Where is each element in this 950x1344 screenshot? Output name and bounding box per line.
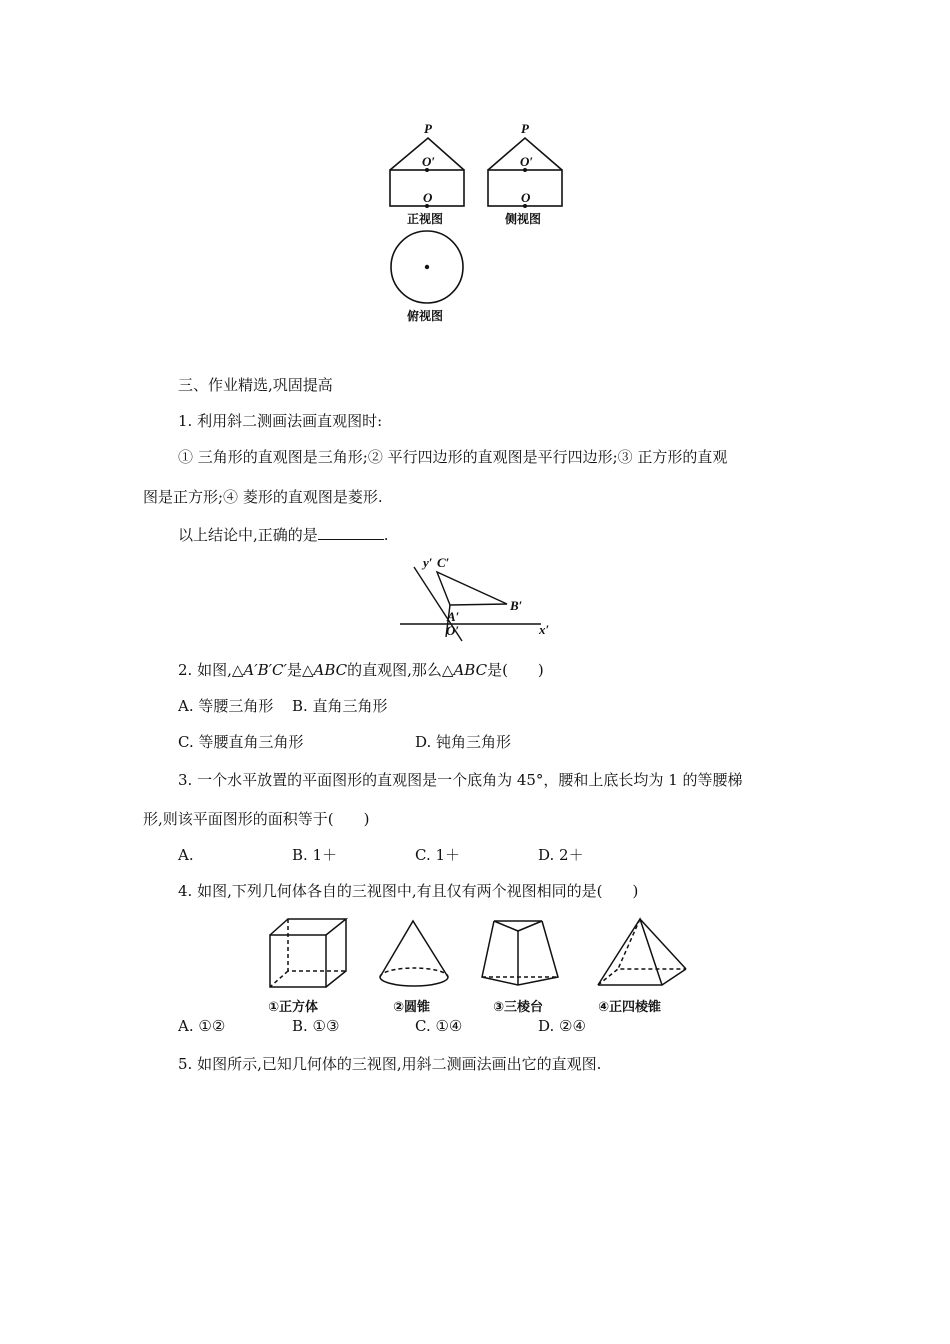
label-b-prime: B′ [510, 598, 523, 613]
label-c-prime: C′ [437, 555, 450, 570]
triangle-abc-prime [437, 572, 507, 605]
q2-option-b[interactable]: B. 直角三角形 [292, 697, 388, 715]
side-label-p: P [521, 121, 529, 136]
q4-option-b[interactable]: B. ①③ [292, 1017, 340, 1035]
shape1-caption: ①正方体 [268, 1000, 319, 1015]
q2-stem-g: 是( ) [487, 661, 544, 679]
q4-option-c[interactable]: C. ①④ [415, 1017, 463, 1035]
oblique-triangle-figure [396, 555, 561, 645]
cone-shape [380, 921, 448, 986]
q3-option-d[interactable]: D. 2＋ [538, 846, 584, 864]
q2-option-a[interactable]: A. 等腰三角形 [178, 697, 274, 715]
q4-stem: 4. 如图,下列几何体各自的三视图中,有且仅有两个视图相同的是( ) [178, 882, 639, 900]
front-view-caption: 正视图 [407, 212, 444, 226]
label-o-prime: O′ [446, 623, 460, 638]
cube-shape [270, 919, 346, 987]
q4-option-d[interactable]: D. ②④ [538, 1017, 586, 1035]
q2-option-c[interactable]: C. 等腰直角三角形 [178, 733, 304, 751]
side-label-o-prime: O′ [520, 154, 534, 169]
q1-stem: 1. 利用斜二测画法画直观图时: [178, 412, 383, 430]
side-label-o: O [521, 190, 531, 205]
q4-solids-figure [262, 913, 692, 993]
q1-answer-blank[interactable] [318, 525, 384, 540]
top-view-center-dot [425, 265, 429, 269]
q2-stem-e: 的直观图,那么△ [347, 661, 454, 679]
q2-stem-b: A′B′C′ [243, 661, 287, 679]
section-title: 三、作业精选,巩固提高 [178, 376, 333, 394]
label-y-axis: y′ [423, 555, 433, 570]
q1-line3 [178, 525, 389, 545]
q2-option-d[interactable]: D. 钝角三角形 [415, 733, 512, 751]
frustum-shape [482, 921, 558, 985]
q1-line3-suffix: . [383, 526, 389, 544]
q3-option-a[interactable]: A. [178, 846, 194, 864]
front-label-o: O [423, 190, 433, 205]
shape2-caption: ②圆锥 [393, 1000, 431, 1015]
front-label-p: P [424, 121, 432, 136]
q3-line2: 形,则该平面图形的面积等于( ) [143, 810, 370, 828]
q3-line1: 3. 一个水平放置的平面图形的直观图是一个底角为 45°，腰和上底长均为 1 的等腰梯 [178, 771, 743, 789]
label-x-axis: x′ [539, 622, 550, 637]
top-view-caption: 俯视图 [407, 309, 444, 323]
q5-stem: 5. 如图所示,已知几何体的三视图,用斜二测画法画出它的直观图. [178, 1055, 602, 1073]
q1-line2: 图是正方形;④ 菱形的直观图是菱形. [143, 488, 383, 506]
q2-stem-d: ABC [313, 661, 348, 679]
q2-stem-a: 2. 如图,△ [178, 661, 244, 679]
label-a-prime: A′ [447, 609, 460, 624]
q1-line1: ① 三角形的直观图是三角形;② 平行四边形的直观图是平行四边形;③ 正方形的直观 [178, 448, 728, 466]
q3-option-b[interactable]: B. 1＋ [292, 846, 338, 864]
q1-line3-prefix: 以上结论中,正确的是 [178, 526, 318, 544]
q2-stem-c: 是△ [286, 661, 314, 679]
side-view-caption: 侧视图 [505, 212, 542, 226]
shape4-caption: ④正四棱锥 [598, 1000, 662, 1015]
q2-stem [178, 660, 544, 680]
q2-stem-f: ABC [453, 661, 488, 679]
front-label-o-prime: O′ [422, 154, 436, 169]
pyramid-shape [598, 919, 686, 985]
q4-option-a[interactable]: A. ①② [178, 1017, 226, 1035]
shape3-caption: ③三棱台 [493, 1000, 544, 1015]
q3-option-c[interactable]: C. 1＋ [415, 846, 461, 864]
